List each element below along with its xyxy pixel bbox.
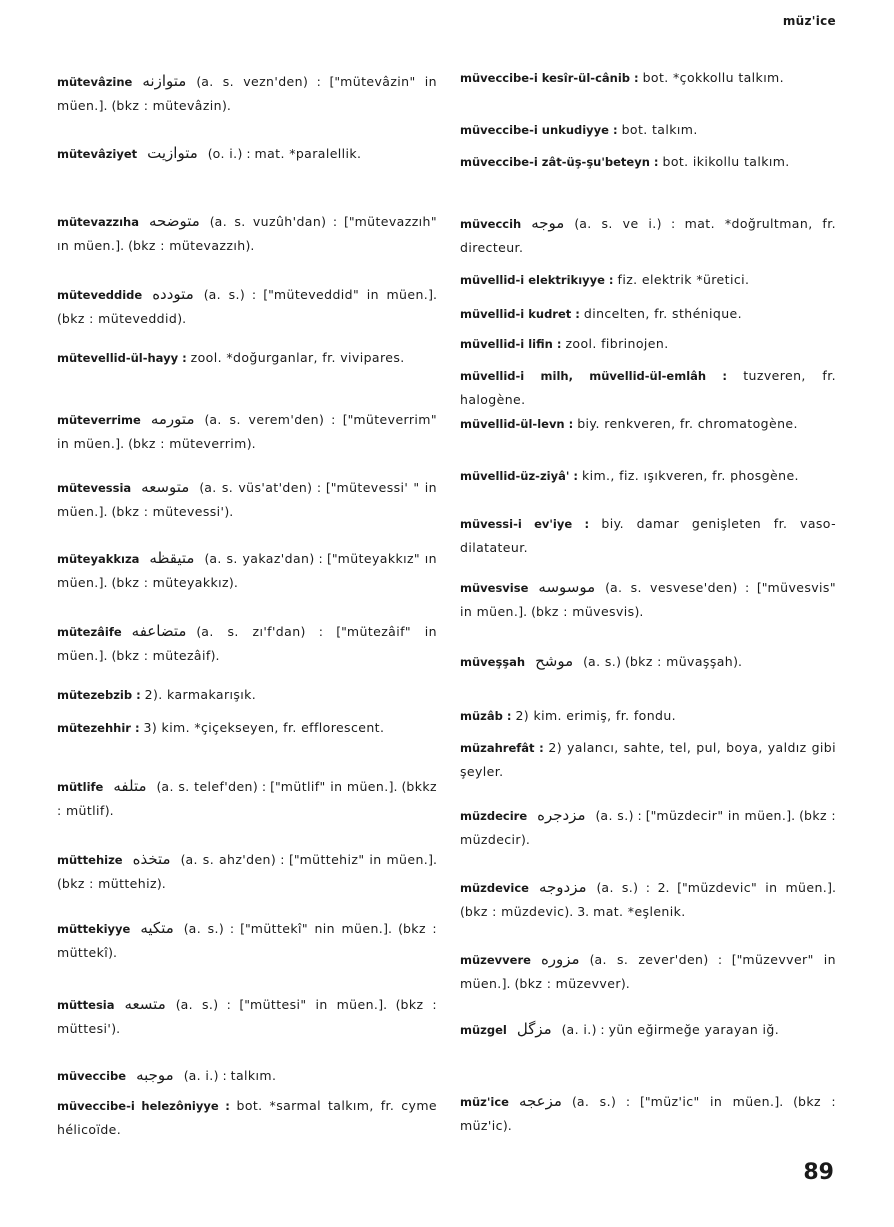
entry-arabic-script: مزگل <box>516 1020 552 1038</box>
page-number: 89 <box>803 1160 834 1185</box>
entry-arabic-script: موجبه <box>136 1066 174 1084</box>
dictionary-entry <box>57 142 437 166</box>
entry-arabic-script: مزوره <box>540 950 580 968</box>
entry-headword: mütezehhir : <box>57 721 140 735</box>
entry-headword: müz'ice <box>460 1095 509 1109</box>
entry-definition: (a. s.) : 2. ["müzdevic" in müen.]. (bkz : müzdevic). 3. mat. *eşlenik. <box>460 880 836 919</box>
entry-headword: mütezâife <box>57 625 122 639</box>
entry-arabic-script: متخذه <box>132 850 171 868</box>
dictionary-entry <box>460 1018 836 1042</box>
entry-definition: (a. s.) : ["müttekî" nin müen.]. (bkz : müttekî). <box>57 921 437 960</box>
dictionary-entry <box>57 70 437 117</box>
entry-headword: müzdevice <box>460 881 529 895</box>
entry-headword: müvellid-ül-levn : <box>460 417 574 431</box>
entry-definition: zool. fibrinojen. <box>565 336 669 351</box>
entry-definition: dincelten, fr. sthénique. <box>583 306 742 321</box>
entry-headword: mütevellid-ül-hayy : <box>57 351 187 365</box>
entry-arabic-script: متوسعه <box>141 478 190 496</box>
entry-definition: 2) kim. erimiş, fr. fondu. <box>515 708 677 723</box>
dictionary-entry <box>460 650 836 674</box>
entry-definition: (a. s.) : ["müz'ic" in müen.]. (bkz : müz'ic). <box>460 1094 836 1133</box>
dictionary-entry <box>460 66 836 90</box>
dictionary-entry <box>57 1064 437 1088</box>
entry-headword: müzdecire <box>460 809 528 823</box>
entry-definition: bot. talkım. <box>621 122 698 137</box>
dictionary-entry <box>460 1090 836 1137</box>
entry-definition: (a. s. vesvese'den) : ["müvesvis" in müen.]. (bkz : müvesvis). <box>460 580 836 619</box>
dictionary-entry <box>460 332 836 356</box>
entry-definition: (a. s. vezn'den) : ["mütevâzin" in müen.]. (bkz : mütevâzin). <box>57 74 437 113</box>
entry-headword: müvessi-i ev'iye : <box>460 517 590 531</box>
dictionary-entry <box>57 620 437 667</box>
entry-definition: tuzveren, fr. halogène. <box>460 368 836 407</box>
dictionary-entry <box>460 736 836 783</box>
entry-definition: 3) kim. *çiçekseyen, fr. efflorescent. <box>143 720 385 735</box>
entry-definition: bot. ikikollu talkım. <box>662 154 790 169</box>
entry-arabic-script: متضاعفه <box>131 622 187 640</box>
entry-definition: 2) yalancı, sahte, tel, pul, boya, yaldız gibi şeyler. <box>460 740 837 779</box>
entry-arabic-script: متوازيت <box>147 144 198 162</box>
dictionary-entry <box>460 804 836 851</box>
dictionary-entry <box>57 716 437 740</box>
entry-arabic-script: متودده <box>152 285 194 303</box>
entry-headword: müttehize <box>57 853 123 867</box>
dictionary-entry <box>460 118 836 142</box>
entry-definition: (a. s. zever'den) : ["müzevver" in müen.]. (bkz : müzevver). <box>460 952 836 991</box>
dictionary-entry <box>57 1094 437 1141</box>
entry-headword: mütevâziyet <box>57 147 138 161</box>
entry-definition: (a. s. zı'f'dan) : ["mütezâif" in müen.]. (bkz : mütezâif). <box>57 624 437 663</box>
dictionary-entry <box>57 683 437 707</box>
dictionary-entry <box>57 408 437 455</box>
entry-arabic-script: موجه <box>531 214 565 232</box>
entry-definition: (a. s. telef'den) : ["mütlif" in müen.]. (bkkz : mütlif). <box>57 779 437 818</box>
entry-headword: müzâb : <box>460 709 512 723</box>
entry-headword: mütezebzib : <box>57 688 141 702</box>
running-header: müz'ice <box>782 14 836 28</box>
entry-headword: müvesvise <box>460 581 529 595</box>
entry-headword: müzahrefât : <box>460 741 544 755</box>
entry-definition: (a. s.) : ["müteveddid" in müen.]. (bkz : müteveddid). <box>57 287 437 326</box>
entry-headword: müvellid-i milh, müvellid-ül-emlâh : <box>460 369 727 383</box>
entry-arabic-script: متسعه <box>124 995 166 1013</box>
entry-headword: müvellid-i lifin : <box>460 337 562 351</box>
entry-headword: müttesia <box>57 998 115 1012</box>
dictionary-entry <box>57 547 437 594</box>
entry-definition: kim., fiz. ışıkveren, fr. phosgène. <box>581 468 799 483</box>
entry-arabic-script: متكيه <box>140 919 174 937</box>
entry-definition: biy. damar genişleten fr. vaso-dilatateur. <box>460 516 836 555</box>
entry-headword: mütlife <box>57 780 104 794</box>
entry-headword: müteveddide <box>57 288 143 302</box>
entry-headword: mütevessia <box>57 481 132 495</box>
dictionary-entry <box>460 212 836 259</box>
entry-definition: (a. i.) : yün eğirmeğe yarayan iğ. <box>561 1022 780 1037</box>
dictionary-entry <box>460 876 836 923</box>
entry-headword: müveccibe-i zât-üş-şu'beteyn : <box>460 155 659 169</box>
entry-definition: biy. renkveren, fr. chromatogène. <box>577 416 798 431</box>
dictionary-entry <box>460 150 836 174</box>
dictionary-entry <box>57 917 437 964</box>
entry-headword: mütevâzine <box>57 75 133 89</box>
entry-definition: (o. i.) : mat. *paralellik. <box>207 146 362 161</box>
dictionary-entry <box>460 512 836 559</box>
entry-arabic-script: موسوسه <box>538 578 596 596</box>
entry-headword: müzgel <box>460 1023 507 1037</box>
dictionary-entry <box>460 268 836 292</box>
dictionary-entry <box>57 848 437 895</box>
dictionary-entry <box>460 412 836 436</box>
entry-definition: (a. s. verem'den) : ["müteverrim" in müen.]. (bkz : müteverrim). <box>57 412 437 451</box>
entry-headword: müveccibe <box>57 1069 127 1083</box>
dictionary-entry <box>460 464 836 488</box>
entry-headword: müveccibe-i helezôniyye : <box>57 1099 230 1113</box>
entry-headword: müveccibe-i kesîr-ül-cânib : <box>460 71 639 85</box>
dictionary-entry <box>57 283 437 330</box>
entry-definition: (a. s.) : ["müttesi" in müen.]. (bkz : müttesi'). <box>57 997 437 1036</box>
entry-definition: (a. i.) : talkım. <box>183 1068 277 1083</box>
entry-definition: fiz. elektrik *üretici. <box>617 272 750 287</box>
dictionary-entry <box>57 346 437 370</box>
entry-headword: müteverrime <box>57 413 141 427</box>
dictionary-entry <box>460 364 836 411</box>
dictionary-entry <box>57 993 437 1040</box>
entry-arabic-script: مزدوجه <box>538 878 587 896</box>
entry-headword: mütevazzıha <box>57 215 139 229</box>
entry-definition: (a. s. ahz'den) : ["müttehiz" in müen.]. (bkz : müttehiz). <box>57 852 437 891</box>
entry-arabic-script: متلفه <box>113 777 147 795</box>
entry-headword: müteyakkıza <box>57 552 140 566</box>
entry-headword: müttekiyye <box>57 922 131 936</box>
entry-definition: (a. s. vüs'at'den) : ["mütevessi' " in müen.]. (bkz : mütevessi'). <box>57 480 437 519</box>
entry-definition: bot. *sarmal talkım, fr. cyme hélicoïde. <box>57 1098 437 1137</box>
entry-definition: zool. *doğurganlar, fr. vivipares. <box>190 350 405 365</box>
entry-definition: (a. s. yakaz'dan) : ["müteyakkız" ın müen.]. (bkz : müteyakkız). <box>57 551 437 590</box>
entry-arabic-script: مزعجه <box>518 1092 562 1110</box>
dictionary-entry <box>460 576 836 623</box>
dictionary-entry <box>57 476 437 523</box>
entry-arabic-script: متوازنه <box>142 72 187 90</box>
entry-definition: (a. s. ve i.) : mat. *doğrultman, fr. directeur. <box>460 216 836 255</box>
dictionary-entry <box>57 775 437 822</box>
entry-arabic-script: مزدجره <box>537 806 586 824</box>
entry-headword: müvellid-üz-ziyâ' : <box>460 469 578 483</box>
dictionary-entry <box>460 704 836 728</box>
entry-arabic-script: موشح <box>535 652 574 670</box>
entry-headword: müvellid-i elektrikıyye : <box>460 273 614 287</box>
dictionary-entry <box>460 948 836 995</box>
entry-definition: (a. s.) : ["müzdecir" in müen.]. (bkz : müzdecir). <box>460 808 836 847</box>
entry-arabic-script: متيقظه <box>149 549 195 567</box>
entry-definition: (a. s. vuzûh'dan) : ["mütevazzıh" ın müen.]. (bkz : mütevazzıh). <box>57 214 437 253</box>
entry-headword: müvellid-i kudret : <box>460 307 580 321</box>
entry-arabic-script: متورمه <box>150 410 195 428</box>
entry-headword: müveşşah <box>460 655 526 669</box>
entry-headword: müzevvere <box>460 953 531 967</box>
dictionary-entry <box>460 302 836 326</box>
entry-definition: (a. s.) (bkz : müvaşşah). <box>583 654 742 669</box>
entry-headword: müveccih <box>460 217 522 231</box>
entry-headword: müveccibe-i unkudiyye : <box>460 123 618 137</box>
entry-arabic-script: متوضحه <box>149 212 200 230</box>
entry-definition: 2). karmakarışık. <box>144 687 257 702</box>
entry-definition: bot. *çokkollu talkım. <box>642 70 785 85</box>
dictionary-entry <box>57 210 437 257</box>
